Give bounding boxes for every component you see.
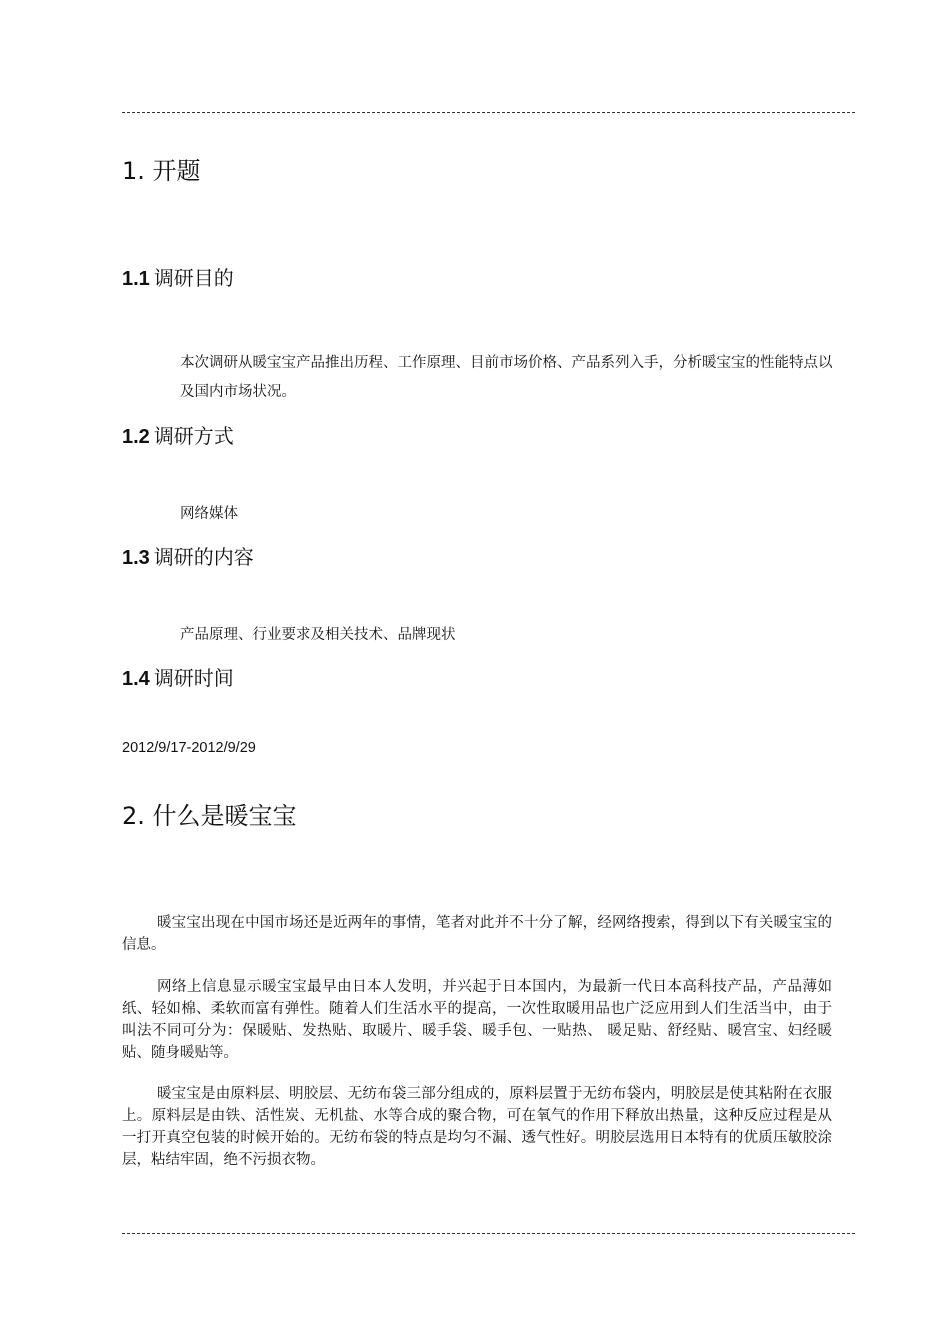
top-dashed-divider (122, 112, 855, 113)
section-title: 调研的内容 (153, 545, 254, 569)
heading-opening: 1. 开题 (122, 157, 201, 185)
section-title: 调研方式 (153, 424, 234, 448)
section-number: 1.3 (122, 547, 150, 569)
bottom-dashed-divider (122, 1233, 855, 1234)
section-number: 1.1 (122, 268, 150, 290)
section-title: 调研目的 (153, 266, 234, 290)
section-number: 1.2 (122, 426, 150, 448)
paragraph-date-range: 2012/9/17-2012/9/29 (122, 740, 256, 756)
body-paragraph: 暖宝宝出现在中国市场还是近两年的事情，笔者对此并不十分了解，经网络搜索，得到以下有关暖宝宝的信息。 (122, 915, 832, 953)
section-heading-1-1 (122, 265, 234, 292)
body-paragraph: 暖宝宝是由原料层、明胶层、无纺布袋三部分组成的，原料层置于无纺布袋内，明胶层是使其粘附在衣服上。原料层是由铁、活性炭、无机盐、水等合成的聚合物，可在氧气的作用下释放出热量，这种反应过程是从一打开真空包装的时候开始的。无纺布袋的特点是均匀不漏、透气性好。明胶层选用日本特有的优质压敏胶涂层，粘结牢固，绝不污损衣物。 (122, 1086, 832, 1168)
paragraph-content: 产品原理、行业要求及相关技术、品牌现状 (180, 627, 456, 643)
body-paragraph: 网络上信息显示暖宝宝最早由日本人发明，并兴起于日本国内，为最新一代日本高科技产品，产品薄如纸、轻如棉、柔软而富有弹性。随着人们生活水平的提高，一次性取暖用品也广泛应用到人们生活当中，由于叫法不同可分为：保暖贴、发热贴、取暖片、暖手袋、暖手包、一贴热、 暖足贴、舒经贴、暖宫宝、妇经暖贴、随身暖贴等。 (122, 979, 832, 1061)
paragraph-method: 网络媒体 (180, 506, 238, 522)
paragraph-purpose: 本次调研从暖宝宝产品推出历程、工作原理、目前市场价格、产品系列入手，分析暖宝宝的性能特点以及国内市场状况。 (180, 355, 833, 400)
section-heading-1-3 (122, 544, 254, 571)
heading-what-is: 2. 什么是暖宝宝 (122, 802, 297, 830)
section-heading-1-2 (122, 423, 234, 450)
section-heading-1-4 (122, 665, 234, 692)
section-number: 1.4 (122, 668, 150, 690)
section-title: 调研时间 (153, 666, 234, 690)
